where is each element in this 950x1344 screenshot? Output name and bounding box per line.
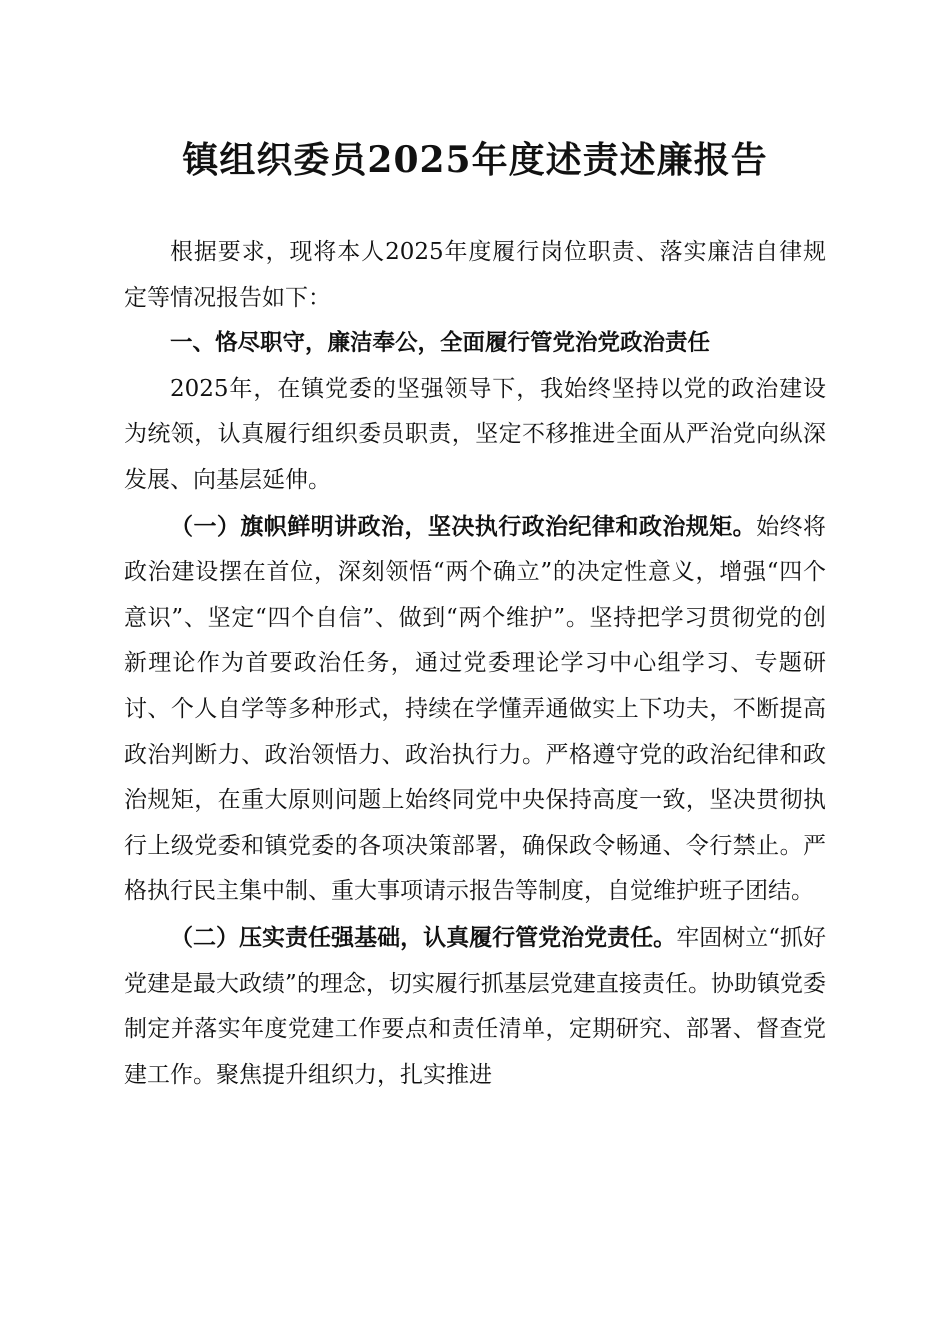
item-1-heading: （一）旗帜鲜明讲政治，坚决执行政治纪律和政治规矩。: [170, 512, 757, 540]
section-1-heading: 一、恪尽职守，廉洁奉公，全面履行管党治党政治责任: [170, 330, 711, 357]
item-2-text: 牢固树立“抓好党建是最大政绩”的理念，切实履行抓基层党建直接责任。协助镇党委制定并落实年度党建工作要点和责任清单，定期研究、部署、督查党建工作。聚焦提升组织力，扎实推进: [124, 924, 826, 1088]
section-1-item-1: [124, 504, 826, 915]
document-body: [124, 230, 826, 1098]
item-2-heading: （二）压实责任强基础，认真履行管党治党责任。: [170, 923, 677, 951]
item-1-text: 始终将政治建设摆在首位，深刻领悟“两个确立”的决定性意义，增强“四个意识”、坚定“四个自信”、做到“两个维护”。坚持把学习贯彻党的创新理论作为首要政治任务，通过党委理论学习中心组学习、专题研讨、个人自学等多种形式，持续在学懂弄通做实上下功夫，不断提高政治判断力、政治领悟力、政治执行力。严格遵守党的政治纪律和政治规矩，在重大原则问题上始终同党中央保持高度一致，坚决贯彻执行上级党委和镇党委的各项决策部署，确保政令畅通、令行禁止。严格执行民主集中制、重大事项请示报告等制度，自觉维护班子团结。: [124, 513, 827, 905]
document-title: 镇组织委员2025年度述责述廉报告: [182, 139, 768, 181]
intro-paragraph: 根据要求，现将本人2025年度履行岗位职责、落实廉洁自律规定等情况报告如下：: [124, 239, 826, 311]
section-1-summary: 2025年，在镇党委的坚强领导下，我始终坚持以党的政治建设为统领，认真履行组织委员职责，坚定不移推进全面从严治党向纵深发展、向基层延伸。: [124, 375, 826, 493]
section-1-item-2: [124, 915, 826, 1098]
